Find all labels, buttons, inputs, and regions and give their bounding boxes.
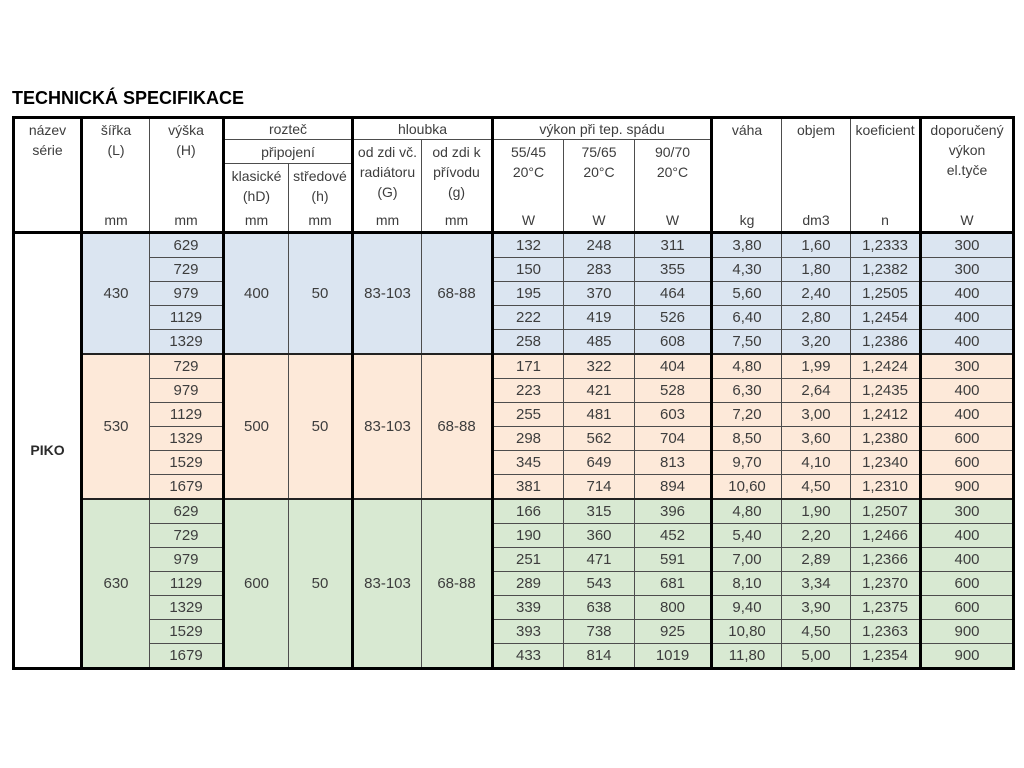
cell-w-55-45: 190 xyxy=(493,524,564,548)
table-row xyxy=(14,524,1014,548)
header-vyska: výška (H) mm xyxy=(150,118,224,233)
cell-objem: 3,60 xyxy=(782,427,851,451)
cell-objem: 1,60 xyxy=(782,233,851,258)
cell-w-55-45: 433 xyxy=(493,644,564,669)
cell-vyska: 1529 xyxy=(150,620,224,644)
cell-doporuceny: 400 xyxy=(921,403,1014,427)
table-row xyxy=(14,306,1014,330)
cell-sirka: 530 xyxy=(82,354,150,499)
cell-w-90-70: 464 xyxy=(635,282,712,306)
cell-w-55-45: 166 xyxy=(493,499,564,524)
cell-doporuceny: 400 xyxy=(921,548,1014,572)
cell-klasicke: 500 xyxy=(224,354,289,499)
cell-vyska: 979 xyxy=(150,548,224,572)
header-temp-90-70: 90/70 20°C W xyxy=(635,140,712,233)
cell-vyska: 1329 xyxy=(150,427,224,451)
cell-w-90-70: 608 xyxy=(635,330,712,355)
cell-w-55-45: 289 xyxy=(493,572,564,596)
cell-koeficient: 1,2505 xyxy=(851,282,921,306)
cell-koeficient: 1,2366 xyxy=(851,548,921,572)
cell-koeficient: 1,2386 xyxy=(851,330,921,355)
cell-koeficient: 1,2310 xyxy=(851,475,921,500)
cell-objem: 3,34 xyxy=(782,572,851,596)
cell-w-55-45: 393 xyxy=(493,620,564,644)
cell-objem: 1,99 xyxy=(782,354,851,379)
cell-hloubka-g2: 68-88 xyxy=(422,354,493,499)
header-row-1 xyxy=(14,118,1014,140)
cell-objem: 2,20 xyxy=(782,524,851,548)
cell-w-90-70: 800 xyxy=(635,596,712,620)
cell-vaha: 9,40 xyxy=(712,596,782,620)
cell-w-90-70: 526 xyxy=(635,306,712,330)
cell-vaha: 6,30 xyxy=(712,379,782,403)
cell-koeficient: 1,2466 xyxy=(851,524,921,548)
header-pripojeni: připojení xyxy=(224,140,353,164)
cell-objem: 4,50 xyxy=(782,475,851,500)
cell-w-75-65: 562 xyxy=(564,427,635,451)
cell-w-90-70: 396 xyxy=(635,499,712,524)
table-row xyxy=(14,499,1014,524)
cell-objem: 5,00 xyxy=(782,644,851,669)
header-vaha: váha kg xyxy=(712,118,782,233)
cell-w-75-65: 322 xyxy=(564,354,635,379)
cell-vyska: 629 xyxy=(150,499,224,524)
cell-doporuceny: 400 xyxy=(921,330,1014,355)
cell-vaha: 10,80 xyxy=(712,620,782,644)
table-row xyxy=(14,644,1014,669)
header-objem-unit: dm3 xyxy=(802,212,830,228)
cell-hloubka-g: 83-103 xyxy=(353,499,422,669)
table-row xyxy=(14,596,1014,620)
cell-koeficient: 1,2370 xyxy=(851,572,921,596)
cell-doporuceny: 400 xyxy=(921,282,1014,306)
cell-w-75-65: 638 xyxy=(564,596,635,620)
cell-hloubka-g2: 68-88 xyxy=(422,233,493,355)
table-row xyxy=(14,330,1014,355)
table-row xyxy=(14,403,1014,427)
cell-objem: 2,89 xyxy=(782,548,851,572)
cell-stredove: 50 xyxy=(289,499,353,669)
cell-w-90-70: 603 xyxy=(635,403,712,427)
cell-objem: 2,64 xyxy=(782,379,851,403)
cell-w-55-45: 339 xyxy=(493,596,564,620)
cell-koeficient: 1,2412 xyxy=(851,403,921,427)
cell-w-75-65: 649 xyxy=(564,451,635,475)
cell-vaha: 9,70 xyxy=(712,451,782,475)
cell-doporuceny: 600 xyxy=(921,451,1014,475)
table-row xyxy=(14,233,1014,258)
cell-vaha: 3,80 xyxy=(712,233,782,258)
cell-w-75-65: 421 xyxy=(564,379,635,403)
header-temp-75-65: 75/65 20°C W xyxy=(564,140,635,233)
header-hloubka: hloubka xyxy=(353,118,493,140)
cell-vaha: 5,40 xyxy=(712,524,782,548)
table-row xyxy=(14,282,1014,306)
cell-w-55-45: 150 xyxy=(493,258,564,282)
cell-w-90-70: 681 xyxy=(635,572,712,596)
cell-vaha: 6,40 xyxy=(712,306,782,330)
cell-koeficient: 1,2375 xyxy=(851,596,921,620)
table-row xyxy=(14,620,1014,644)
header-sirka-unit: mm xyxy=(104,212,128,228)
cell-w-75-65: 481 xyxy=(564,403,635,427)
cell-koeficient: 1,2507 xyxy=(851,499,921,524)
cell-w-75-65: 283 xyxy=(564,258,635,282)
cell-klasicke: 600 xyxy=(224,499,289,669)
page-title: TECHNICKÁ SPECIFIKACE xyxy=(12,88,245,108)
table-row xyxy=(14,475,1014,500)
cell-w-55-45: 298 xyxy=(493,427,564,451)
cell-vyska: 979 xyxy=(150,379,224,403)
cell-objem: 2,80 xyxy=(782,306,851,330)
cell-vyska: 729 xyxy=(150,258,224,282)
cell-vaha: 4,80 xyxy=(712,499,782,524)
cell-w-55-45: 195 xyxy=(493,282,564,306)
cell-vyska: 729 xyxy=(150,354,224,379)
cell-w-75-65: 738 xyxy=(564,620,635,644)
cell-vyska: 1679 xyxy=(150,475,224,500)
cell-vyska: 1529 xyxy=(150,451,224,475)
cell-w-55-45: 132 xyxy=(493,233,564,258)
cell-vyska: 729 xyxy=(150,524,224,548)
cell-objem: 3,90 xyxy=(782,596,851,620)
table-row xyxy=(14,379,1014,403)
cell-w-75-65: 471 xyxy=(564,548,635,572)
cell-vaha: 4,30 xyxy=(712,258,782,282)
cell-objem: 3,00 xyxy=(782,403,851,427)
cell-koeficient: 1,2354 xyxy=(851,644,921,669)
header-objem: objem dm3 xyxy=(782,118,851,233)
header-koeficient-unit: n xyxy=(881,212,889,228)
cell-objem: 4,10 xyxy=(782,451,851,475)
cell-w-75-65: 360 xyxy=(564,524,635,548)
header-vykon: výkon při tep. spádu xyxy=(493,118,712,140)
header-doporuceny-unit: W xyxy=(960,212,974,228)
cell-w-75-65: 814 xyxy=(564,644,635,669)
cell-w-75-65: 714 xyxy=(564,475,635,500)
cell-objem: 2,40 xyxy=(782,282,851,306)
cell-stredove: 50 xyxy=(289,233,353,355)
cell-vaha: 7,00 xyxy=(712,548,782,572)
cell-hloubka-g2: 68-88 xyxy=(422,499,493,669)
cell-vaha: 4,80 xyxy=(712,354,782,379)
table-row xyxy=(14,258,1014,282)
header-nazev-line1: název xyxy=(28,122,67,138)
cell-vaha: 7,50 xyxy=(712,330,782,355)
cell-w-90-70: 813 xyxy=(635,451,712,475)
cell-w-90-70: 355 xyxy=(635,258,712,282)
cell-koeficient: 1,2454 xyxy=(851,306,921,330)
cell-doporuceny: 400 xyxy=(921,306,1014,330)
cell-w-55-45: 251 xyxy=(493,548,564,572)
cell-vyska: 1329 xyxy=(150,596,224,620)
header-nazev-line2: série xyxy=(32,142,63,158)
cell-doporuceny: 400 xyxy=(921,379,1014,403)
cell-w-55-45: 255 xyxy=(493,403,564,427)
cell-doporuceny: 300 xyxy=(921,233,1014,258)
cell-objem: 3,20 xyxy=(782,330,851,355)
cell-sirka: 630 xyxy=(82,499,150,669)
cell-objem: 1,90 xyxy=(782,499,851,524)
cell-w-55-45: 345 xyxy=(493,451,564,475)
cell-w-90-70: 311 xyxy=(635,233,712,258)
header-od-zdi-radiatoru: od zdi vč. radiátoru (G) mm xyxy=(353,140,422,233)
cell-vyska: 1129 xyxy=(150,403,224,427)
cell-vaha: 8,10 xyxy=(712,572,782,596)
cell-doporuceny: 300 xyxy=(921,258,1014,282)
cell-vyska: 1129 xyxy=(150,572,224,596)
table-row xyxy=(14,572,1014,596)
header-temp-55-45: 55/45 20°C W xyxy=(493,140,564,233)
cell-w-90-70: 925 xyxy=(635,620,712,644)
cell-hloubka-g: 83-103 xyxy=(353,233,422,355)
cell-vaha: 5,60 xyxy=(712,282,782,306)
header-vaha-unit: kg xyxy=(739,212,755,228)
header-doporuceny: doporučený výkon el.tyče W xyxy=(921,118,1014,233)
cell-vyska: 629 xyxy=(150,233,224,258)
cell-sirka: 430 xyxy=(82,233,150,355)
cell-koeficient: 1,2382 xyxy=(851,258,921,282)
cell-w-55-45: 381 xyxy=(493,475,564,500)
cell-w-75-65: 419 xyxy=(564,306,635,330)
cell-doporuceny: 300 xyxy=(921,354,1014,379)
table-row xyxy=(14,548,1014,572)
header-koeficient: koeficient n xyxy=(851,118,921,233)
cell-w-55-45: 171 xyxy=(493,354,564,379)
header-nazev-serie xyxy=(14,118,82,233)
header-vyska-unit: mm xyxy=(174,212,198,228)
header-stredove: středové (h) mm xyxy=(289,164,353,233)
cell-vaha: 10,60 xyxy=(712,475,782,500)
header-sirka: šířka (L) mm xyxy=(82,118,150,233)
cell-doporuceny: 600 xyxy=(921,596,1014,620)
table-row xyxy=(14,451,1014,475)
cell-vyska: 979 xyxy=(150,282,224,306)
spec-table xyxy=(12,116,1015,670)
cell-doporuceny: 900 xyxy=(921,620,1014,644)
cell-koeficient: 1,2340 xyxy=(851,451,921,475)
table-row xyxy=(14,354,1014,379)
cell-doporuceny: 900 xyxy=(921,475,1014,500)
cell-doporuceny: 600 xyxy=(921,427,1014,451)
cell-koeficient: 1,2363 xyxy=(851,620,921,644)
cell-w-90-70: 894 xyxy=(635,475,712,500)
cell-vaha: 11,80 xyxy=(712,644,782,669)
cell-w-75-65: 315 xyxy=(564,499,635,524)
cell-doporuceny: 600 xyxy=(921,572,1014,596)
cell-w-75-65: 485 xyxy=(564,330,635,355)
cell-objem: 4,50 xyxy=(782,620,851,644)
table-row xyxy=(14,427,1014,451)
cell-koeficient: 1,2424 xyxy=(851,354,921,379)
cell-koeficient: 1,2380 xyxy=(851,427,921,451)
cell-w-55-45: 258 xyxy=(493,330,564,355)
header-klasicke: klasické (hD) mm xyxy=(224,164,289,233)
cell-vaha: 7,20 xyxy=(712,403,782,427)
cell-vyska: 1679 xyxy=(150,644,224,669)
cell-w-90-70: 528 xyxy=(635,379,712,403)
cell-koeficient: 1,2435 xyxy=(851,379,921,403)
cell-doporuceny: 400 xyxy=(921,524,1014,548)
header-od-zdi-privodu: od zdi k přívodu (g) mm xyxy=(422,140,493,233)
cell-w-90-70: 591 xyxy=(635,548,712,572)
cell-w-90-70: 404 xyxy=(635,354,712,379)
cell-w-90-70: 452 xyxy=(635,524,712,548)
cell-vaha: 8,50 xyxy=(712,427,782,451)
cell-vyska: 1329 xyxy=(150,330,224,355)
cell-objem: 1,80 xyxy=(782,258,851,282)
cell-w-90-70: 1019 xyxy=(635,644,712,669)
cell-series-name: PIKO xyxy=(14,233,82,669)
cell-w-55-45: 222 xyxy=(493,306,564,330)
cell-w-75-65: 248 xyxy=(564,233,635,258)
cell-hloubka-g: 83-103 xyxy=(353,354,422,499)
cell-stredove: 50 xyxy=(289,354,353,499)
cell-vyska: 1129 xyxy=(150,306,224,330)
cell-w-75-65: 370 xyxy=(564,282,635,306)
cell-w-75-65: 543 xyxy=(564,572,635,596)
cell-doporuceny: 900 xyxy=(921,644,1014,669)
cell-klasicke: 400 xyxy=(224,233,289,355)
header-roztec: rozteč xyxy=(224,118,353,140)
cell-koeficient: 1,2333 xyxy=(851,233,921,258)
cell-w-90-70: 704 xyxy=(635,427,712,451)
cell-doporuceny: 300 xyxy=(921,499,1014,524)
cell-w-55-45: 223 xyxy=(493,379,564,403)
